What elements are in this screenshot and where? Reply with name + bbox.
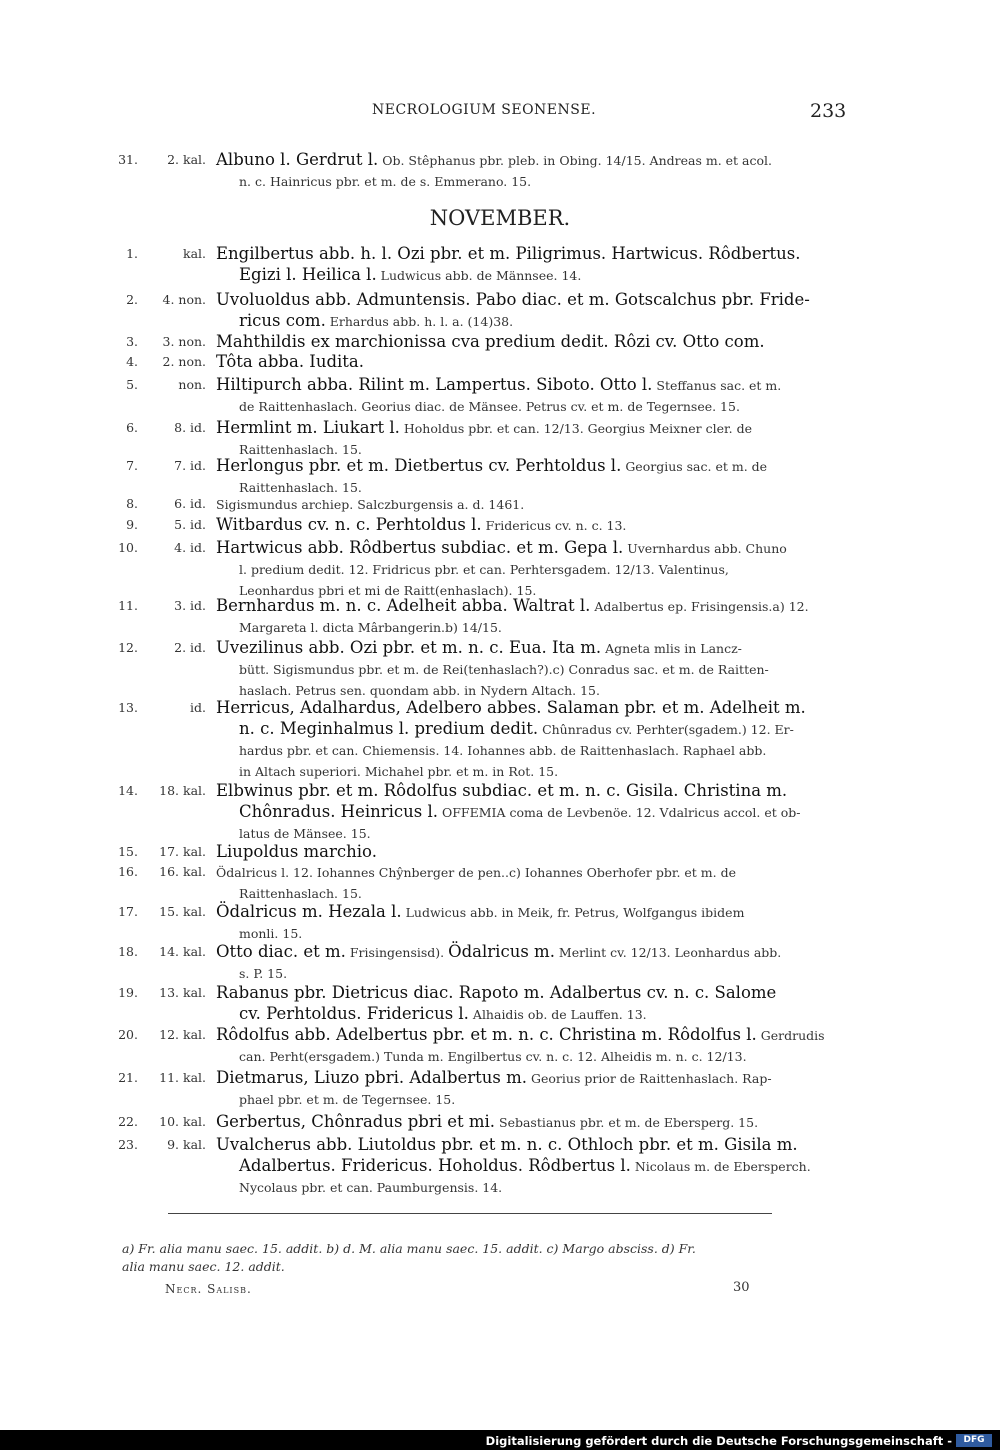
- entry-secondary-text: Adalbertus ep. Frisingensis.a) 12.: [590, 599, 809, 614]
- entry-primary-text: Gerbertus, Chônradus pbri et mi.: [216, 1112, 496, 1131]
- entry-secondary-text: OFFEMIA coma de Levbenöe. 12. Vdalricus accol. et ob-: [438, 805, 801, 820]
- calendar-date: 10. kal.: [159, 1114, 206, 1129]
- entry-line: [239, 617, 502, 636]
- day-number: 5.: [126, 377, 138, 392]
- entry-line: [239, 761, 558, 780]
- calendar-date: 2. kal.: [167, 152, 206, 167]
- entry-primary-text: Hiltipurch abba. Rilint m. Lampertus. Siboto. Otto l.: [216, 375, 653, 394]
- entry-line: [216, 698, 806, 717]
- entry-primary-text: Uvoluoldus abb. Admuntensis. Pabo diac. et m. Gotscalchus pbr. Fride-: [216, 290, 810, 309]
- day-number: 22.: [118, 1114, 138, 1129]
- entry-line: [216, 842, 377, 861]
- calendar-date: 2. id.: [174, 640, 206, 655]
- calendar-date: 15. kal.: [159, 904, 206, 919]
- day-number: 6.: [126, 420, 138, 435]
- day-number: 12.: [118, 640, 138, 655]
- entry-secondary-text: Ludwicus abb. de Männsee. 14.: [376, 268, 582, 283]
- calendar-date: 9. kal.: [167, 1137, 206, 1152]
- calendar-date: 5. id.: [174, 517, 206, 532]
- entry-secondary-text: bütt. Sigismundus pbr. et m. de Rei(tenhaslach?).c) Conradus sac. et m. de Raitten-: [239, 662, 769, 677]
- entry-primary-text: Egizi l. Heilica l.: [239, 265, 377, 284]
- entry-primary-text: cv. Perhtoldus. Fridericus l.: [239, 1004, 469, 1023]
- entry-secondary-text: Frisingensisd).: [345, 945, 449, 960]
- entry-primary-text: Chônradus. Heinricus l.: [239, 802, 439, 821]
- month-heading: NOVEMBER.: [429, 206, 571, 230]
- entry-secondary-text: Sigismundus archiep. Salczburgensis a. d. 1461.: [216, 497, 525, 512]
- entry-line: [216, 418, 752, 437]
- entry-secondary-text: can. Perht(ersgadem.) Tunda m. Engilbertus cv. n. c. 12. Alheidis m. n. c. 12/13.: [239, 1049, 747, 1064]
- entry-line: [216, 244, 800, 263]
- entry-line: [216, 1112, 758, 1131]
- entry-line: [216, 375, 781, 394]
- entry-secondary-text: monli. 15.: [239, 926, 303, 941]
- day-number: 13.: [118, 700, 138, 715]
- calendar-date: 3. non.: [162, 334, 206, 349]
- entry-line: [216, 494, 524, 513]
- entry-secondary-text: Agneta mlis in Lancz-: [601, 641, 742, 656]
- entry-line: [239, 1156, 811, 1175]
- entry-secondary-text: Nicolaus m. de Ebersperch.: [630, 1159, 811, 1174]
- entry-secondary-text: Raittenhaslach. 15.: [239, 480, 362, 495]
- dfg-banner: [0, 1432, 1000, 1450]
- day-number: 4.: [126, 354, 138, 369]
- entry-line: [216, 515, 626, 534]
- entry-secondary-text: Raittenhaslach. 15.: [239, 886, 362, 901]
- running-title: NECROLOGIUM SEONENSE.: [372, 102, 597, 118]
- entry-secondary-text: Ob. Stêphanus pbr. pleb. in Obing. 14/15. Andreas m. et acol.: [378, 153, 772, 168]
- entry-line: [216, 983, 776, 1002]
- entry-line: [239, 659, 769, 678]
- entry-secondary-text: Hoholdus pbr. et can. 12/13. Georgius Meixner cler. de: [399, 421, 752, 436]
- calendar-date: 18. kal.: [159, 783, 206, 798]
- entry-primary-text: ricus com.: [239, 311, 326, 330]
- dfg-logo: DFG: [956, 1434, 992, 1447]
- dfg-banner-text: Digitalisierung gefördert durch die Deutsche Forschungsgemeinschaft -: [485, 1434, 952, 1448]
- calendar-date: 3. id.: [174, 598, 206, 613]
- entry-line: [239, 923, 302, 942]
- entry-line: [239, 265, 581, 284]
- entry-primary-text: Engilbertus abb. h. l. Ozi pbr. et m. Piligrimus. Hartwicus. Rôdbertus.: [216, 244, 801, 263]
- entry-line: [216, 1068, 772, 1087]
- day-number: 23.: [118, 1137, 138, 1152]
- entry-secondary-text: haslach. Petrus sen. quondam abb. in Nydern Altach. 15.: [239, 683, 600, 698]
- entry-primary-text: Elbwinus pbr. et m. Rôdolfus subdiac. et m. n. c. Gisila. Christina m.: [216, 781, 788, 800]
- entry-line: [216, 942, 781, 961]
- entry-secondary-text: Merlint cv. 12/13. Leonhardus abb.: [554, 945, 782, 960]
- calendar-date: 2. non.: [162, 354, 206, 369]
- entry-primary-text: Hartwicus abb. Rôdbertus subdiac. et m. Gepa l.: [216, 538, 624, 557]
- entry-secondary-text: Margareta l. dicta Mârbangerin.b) 14/15.: [239, 620, 502, 635]
- entry-secondary-text: Fridericus cv. n. c. 13.: [481, 518, 627, 533]
- entry-primary-text: Uvezilinus abb. Ozi pbr. et m. n. c. Eua. Ita m.: [216, 638, 602, 657]
- entry-secondary-text: phael pbr. et m. de Tegernsee. 15.: [239, 1092, 456, 1107]
- entry-line: [239, 740, 766, 759]
- day-number: 19.: [118, 985, 138, 1000]
- entry-line: [239, 1004, 647, 1023]
- entry-secondary-text: s. P. 15.: [239, 966, 288, 981]
- entry-line: [216, 1135, 798, 1154]
- day-number: 16.: [118, 864, 138, 879]
- entry-primary-text: n. c. Meginhalmus l. predium dedit.: [239, 719, 539, 738]
- entry-primary-text: Ödalricus m.: [448, 942, 555, 961]
- day-number: 14.: [118, 783, 138, 798]
- day-number: 21.: [118, 1070, 138, 1085]
- entry-primary-text: Otto diac. et m.: [216, 942, 346, 961]
- entry-secondary-text: de Raittenhaslach. Georius diac. de Mänsee. Petrus cv. et m. de Tegernsee. 15.: [239, 399, 740, 414]
- day-number: 15.: [118, 844, 138, 859]
- entry-secondary-text: Ludwicus abb. in Meik, fr. Petrus, Wolfgangus ibidem: [401, 905, 745, 920]
- day-number: 3.: [126, 334, 138, 349]
- calendar-date: 17. kal.: [159, 844, 206, 859]
- entry-line: [239, 883, 362, 902]
- day-number: 11.: [118, 598, 138, 613]
- entry-line: [216, 352, 364, 371]
- entry-primary-text: Adalbertus. Fridericus. Hoholdus. Rôdbertus l.: [239, 1156, 631, 1175]
- entry-primary-text: Herricus, Adalhardus, Adelbero abbes. Salaman pbr. et m. Adelheit m.: [216, 698, 806, 717]
- calendar-date: 8. id.: [174, 420, 206, 435]
- day-number: 7.: [126, 458, 138, 473]
- day-number: 20.: [118, 1027, 138, 1042]
- calendar-date: 4. non.: [162, 292, 206, 307]
- entry-secondary-text: Georgius sac. et m. de: [621, 459, 768, 474]
- footer-signature: Necr. Salisb.: [165, 1282, 252, 1296]
- entry-primary-text: Rabanus pbr. Dietricus diac. Rapoto m. Adalbertus cv. n. c. Salome: [216, 983, 777, 1002]
- entry-line: [216, 150, 772, 169]
- entry-line: [216, 596, 809, 615]
- page-number: 233: [810, 100, 847, 122]
- entry-secondary-text: in Altach superiori. Michahel pbr. et m. in Rot. 15.: [239, 764, 559, 779]
- calendar-date: id.: [190, 700, 206, 715]
- calendar-date: 11. kal.: [159, 1070, 206, 1085]
- calendar-date: 7. id.: [174, 458, 206, 473]
- calendar-date: 16. kal.: [159, 864, 206, 879]
- footnote-rule: [168, 1213, 772, 1214]
- entry-secondary-text: Leonhardus pbri et mi de Raitt(enhaslach). 15.: [239, 583, 537, 598]
- entry-line: [239, 1089, 455, 1108]
- entry-secondary-text: latus de Mänsee. 15.: [239, 826, 371, 841]
- entry-line: [216, 638, 742, 657]
- entry-primary-text: Uvalcherus abb. Liutoldus pbr. et m. n. c. Othloch pbr. et m. Gisila m.: [216, 1135, 798, 1154]
- entry-line: [216, 332, 765, 351]
- entry-line: [239, 719, 794, 738]
- entry-secondary-text: Uvernhardus abb. Chuno: [623, 541, 787, 556]
- calendar-date: 6. id.: [174, 496, 206, 511]
- entry-secondary-text: l. predium dedit. 12. Fridricus pbr. et can. Perhtersgadem. 12/13. Valentinus,: [239, 562, 729, 577]
- entry-secondary-text: Gerdrudis: [756, 1028, 825, 1043]
- entry-secondary-text: Georius prior de Raittenhaslach. Rap-: [527, 1071, 772, 1086]
- day-number: 8.: [126, 496, 138, 511]
- entry-primary-text: Witbardus cv. n. c. Perhtoldus l.: [216, 515, 482, 534]
- footnote-line-1: a) Fr. alia manu saec. 15. addit. b) d. M. alia manu saec. 15. addit. c) Margo absciss. d) Fr.: [122, 1241, 696, 1256]
- calendar-date: 14. kal.: [159, 944, 206, 959]
- footnote-line-2: alia manu saec. 12. addit.: [122, 1259, 285, 1274]
- entry-line: [239, 559, 729, 578]
- entry-secondary-text: Sebastianus pbr. et m. de Ebersperg. 15.: [495, 1115, 759, 1130]
- entry-secondary-text: Ödalricus l. 12. Iohannes Chŷnberger de pen..c) Iohannes Oberhofer pbr. et m. de: [216, 865, 737, 880]
- day-number: 9.: [126, 517, 138, 532]
- day-number: 31.: [118, 152, 138, 167]
- footer-sheet-number: 30: [733, 1280, 750, 1295]
- entry-secondary-text: Raittenhaslach. 15.: [239, 442, 362, 457]
- entry-line: [216, 902, 744, 921]
- entry-secondary-text: n. c. Hainricus pbr. et m. de s. Emmerano. 15.: [239, 174, 532, 189]
- calendar-date: kal.: [183, 246, 206, 261]
- entry-primary-text: Bernhardus m. n. c. Adelheit abba. Waltrat l.: [216, 596, 591, 615]
- entry-line: [216, 290, 810, 309]
- entry-primary-text: Rôdolfus abb. Adelbertus pbr. et m. n. c. Christina m. Rôdolfus l.: [216, 1025, 757, 1044]
- day-number: 18.: [118, 944, 138, 959]
- entry-line: [216, 1025, 825, 1044]
- entry-secondary-text: Erhardus abb. h. l. a. (14)38.: [325, 314, 514, 329]
- entry-secondary-text: Chûnradus cv. Perhter(sgadem.) 12. Er-: [538, 722, 794, 737]
- entry-primary-text: Ödalricus m. Hezala l.: [216, 902, 402, 921]
- calendar-date: 4. id.: [174, 540, 206, 555]
- calendar-date: 13. kal.: [159, 985, 206, 1000]
- entry-line: [239, 802, 801, 821]
- entry-line: [216, 456, 767, 475]
- day-number: 1.: [126, 246, 138, 261]
- entry-primary-text: Herlongus pbr. et m. Dietbertus cv. Perhtoldus l.: [216, 456, 622, 475]
- entry-primary-text: Hermlint m. Liukart l.: [216, 418, 400, 437]
- day-number: 10.: [118, 540, 138, 555]
- entry-line: [216, 538, 787, 557]
- entry-primary-text: Dietmarus, Liuzo pbri. Adalbertus m.: [216, 1068, 528, 1087]
- entry-line: [239, 823, 371, 842]
- entry-primary-text: Liupoldus marchio.: [216, 842, 377, 861]
- entry-line: [239, 171, 531, 190]
- entry-primary-text: Tôta abba. Iudita.: [216, 352, 365, 371]
- entry-line: [216, 781, 787, 800]
- calendar-date: 12. kal.: [159, 1027, 206, 1042]
- calendar-date: non.: [178, 377, 206, 392]
- entry-line: [239, 963, 287, 982]
- entry-line: [239, 396, 740, 415]
- entry-secondary-text: Alhaidis ob. de Lauffen. 13.: [468, 1007, 647, 1022]
- entry-line: [239, 1046, 747, 1065]
- entry-primary-text: Albuno l. Gerdrut l.: [216, 150, 379, 169]
- entry-line: [239, 311, 513, 330]
- entry-primary-text: Mahthildis ex marchionissa cva predium dedit. Rôzi cv. Otto com.: [216, 332, 765, 351]
- day-number: 17.: [118, 904, 138, 919]
- entry-secondary-text: hardus pbr. et can. Chiemensis. 14. Iohannes abb. de Raittenhaslach. Raphael abb.: [239, 743, 767, 758]
- entry-line: [239, 680, 600, 699]
- entry-line: [216, 862, 736, 881]
- entry-secondary-text: Nycolaus pbr. et can. Paumburgensis. 14.: [239, 1180, 503, 1195]
- entry-line: [239, 1177, 502, 1196]
- entry-secondary-text: Steffanus sac. et m.: [652, 378, 782, 393]
- day-number: 2.: [126, 292, 138, 307]
